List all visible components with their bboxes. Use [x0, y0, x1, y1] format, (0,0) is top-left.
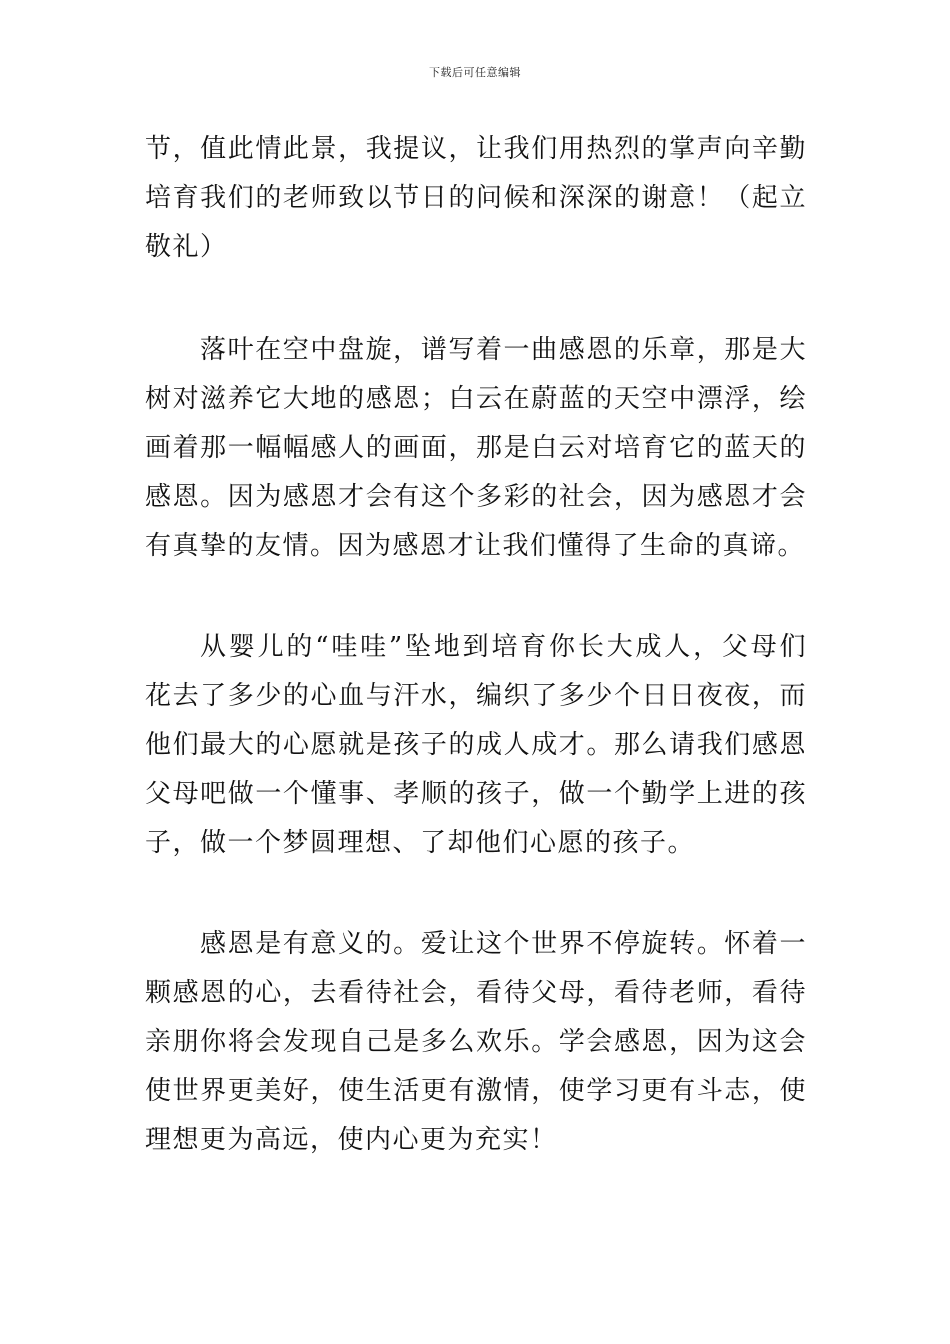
paragraph-parents-gratitude: 从婴儿的“哇哇”坠地到培育你长大成人，父母们花去了多少的心血与汗水，编织了多少个日日夜夜，而他们最大的心愿就是孩子的成人成才。那么请我们感恩父母吧做一个懂事、孝顺的孩子，做一个勤学上进的孩子，做一个梦圆理想、了却他们心愿的孩子。 [145, 632, 807, 858]
page-header: 下载后可任意编辑 [429, 66, 521, 79]
paragraph-meaning-of-gratitude: 感恩是有意义的。爱让这个世界不停旋转。怀着一颗感恩的心，去看待社会，看待父母，看待老师，看待亲朋你将会发现自己是多么欢乐。学会感恩，因为这会使世界更美好，使生活更有激情，使学习更有斗志，使理想更为高远，使内心更为充实！ [145, 929, 807, 1155]
paragraph-nature-gratitude: 落叶在空中盘旋，谱写着一曲感恩的乐章，那是大树对滋养它大地的感恩；白云在蔚蓝的天空中漂浮，绘画着那一幅幅感人的画面，那是白云对培育它的蓝天的感恩。因为感恩才会有这个多彩的社会，因为感恩才会有真挚的友情。因为感恩才让我们懂得了生命的真谛。 [145, 335, 807, 561]
paragraph-closing-remarks: 节，值此情此景，我提议，让我们用热烈的掌声向辛勤培育我们的老师致以节日的问候和深深的谢意！（起立敬礼） [145, 134, 807, 262]
